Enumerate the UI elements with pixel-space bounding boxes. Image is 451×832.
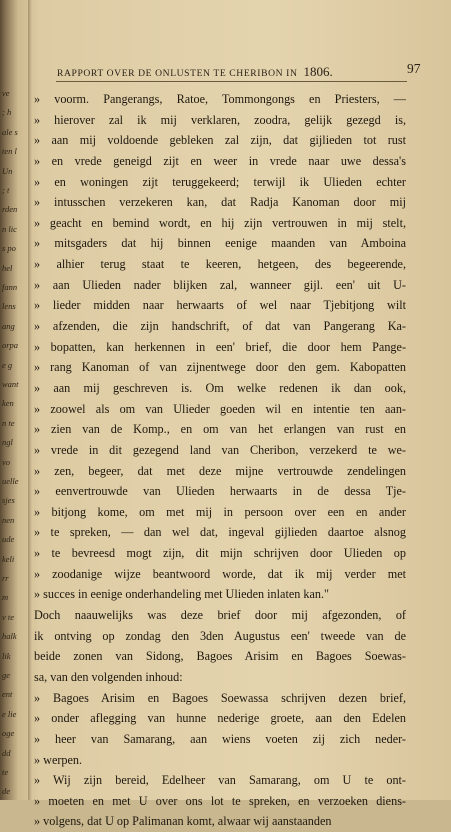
text-line: » te bevreesd mogt zijn, dit mijn schrijven door Ulieden op: [34, 546, 406, 561]
gutter-fragment: rden: [2, 204, 18, 215]
text-line: » hierover zal ik mij verklaren, zoodra, gelijk gezegd is,: [34, 112, 406, 127]
text-line: Doch naauwelijks was deze brief door mij afgezonden, of: [34, 608, 406, 623]
text-line: » lieder midden naar herwaarts of wel naar Tjebitjong wilt: [34, 298, 406, 313]
gutter-fragment: want: [2, 379, 19, 389]
gutter-fragment: n lic: [2, 223, 17, 234]
text-line: » heer van Samarang, aan wiens voeten zij zich neder-: [34, 731, 406, 746]
gutter-fragment: uelle: [2, 476, 19, 486]
page-number: 97: [407, 61, 421, 76]
text-line: » volgens, dat U op Palimanan komt, alwaar wij aanstaanden: [34, 814, 332, 829]
running-title: RAPPORT OVER DE ONLUSTEN TE CHERIBON IN: [57, 68, 298, 79]
text-line: » intusschen verzekeren kan, dat Radja Kanoman door mij: [34, 195, 406, 210]
gutter-fragment: ngl: [2, 437, 13, 448]
facing-page-gutter: [0, 0, 30, 800]
gutter-fragment: ; t: [2, 185, 10, 195]
gutter-fragment: te: [2, 767, 9, 777]
text-line: » en vrede geneigd zijt en weer in vrede naar uwe dessa's: [34, 153, 406, 168]
header-year: 1806.: [303, 64, 333, 79]
gutter-fragment: ; h: [2, 107, 12, 118]
gutter-fragment: halk: [2, 631, 17, 642]
gutter-fragment: oge: [2, 728, 15, 739]
gutter-fragment: hel: [2, 262, 13, 273]
gutter-fragment: ent: [2, 689, 13, 700]
text-line: » rang Kanoman of van zijnentwege door den gem. Kabopatten: [34, 360, 406, 375]
gutter-fragment: ude: [2, 534, 15, 545]
gutter-fragment: rr: [2, 573, 9, 583]
gutter-fragment: e lie: [2, 708, 17, 719]
gutter-fragment: keli: [2, 553, 15, 564]
gutter-fragment: lik: [2, 650, 11, 661]
text-line: » onder aflegging van hunne nederige groete, aan den Edelen: [34, 711, 406, 726]
text-line: » te spreken, — dan wel dat, ingeval gijlieden daartoe alsnog: [34, 525, 406, 540]
running-header: [57, 64, 377, 80]
gutter-fragment: fann: [2, 282, 18, 292]
gutter-fragment: ve: [2, 88, 10, 98]
gutter-fragment: orpa: [2, 340, 19, 351]
text-line: ik ontving op zondag den 3den Augustus een' tweede van de: [34, 628, 406, 643]
page-fold-shadow: [28, 0, 32, 800]
gutter-fragment: ale s: [2, 126, 18, 137]
text-line: » mitsgaders dat hij binnen eenige maanden van Amboina: [34, 236, 406, 251]
gutter-fragment: sjes: [2, 495, 15, 506]
text-line: » zoowel als om van Ulieder goeden wil en intentie ten aan-: [34, 401, 406, 416]
text-line: » aan mij voldoende gebleken zal zijn, dat gijlieden tot rust: [34, 133, 406, 148]
text-line: » succes in eenige onderhandeling met Ulieden inlaten kan.": [34, 587, 330, 602]
gutter-fragment: dd: [2, 747, 11, 758]
gutter-fragment: Un: [2, 165, 13, 176]
gutter-fragment: ge: [2, 670, 11, 680]
body-text: [34, 89, 406, 832]
header-rule: [56, 81, 407, 82]
text-line: » Wij zijn bereid, Edelheer van Samarang, om U te ont-: [34, 773, 406, 788]
text-line: beide zonen van Sidong, Bagoes Arisim en Bagoes Soewas-: [34, 649, 406, 664]
gutter-fragment: ten l: [2, 146, 17, 157]
gutter-fragment: de: [2, 786, 11, 797]
text-line: » bopatten, kan herkennen in een' brief, die door hem Pange-: [34, 339, 406, 354]
text-line: » zen, begeer, dat met deze mijne vertrouwde zendelingen: [34, 463, 406, 478]
text-line: » aan mij geschreven is. Om welke redenen ik dan ook,: [34, 380, 406, 395]
text-line: » afzenden, die zijn handschrift, of dat van Pangerang Ka-: [34, 319, 406, 334]
text-line: » aan Ulieden nader blijken zal, wanneer gijl. een' uit U-: [34, 277, 406, 292]
gutter-fragment: ang: [2, 320, 15, 331]
text-line: sa, van den volgenden inhoud:: [34, 669, 183, 684]
text-line: » zien van de Komp., en om van het erlangen van rust en: [34, 422, 406, 437]
gutter-fragment: e g: [2, 359, 13, 370]
text-line: » werpen.: [34, 752, 83, 767]
text-line: » bitjong kome, om met mij in persoon over een en ander: [34, 504, 406, 519]
gutter-fragment: ken: [2, 398, 14, 409]
text-line: » voorm. Pangerangs, Ratoe, Tommongongs en Priesters, —: [34, 92, 406, 106]
gutter-fragment: lens: [2, 301, 16, 312]
text-line: » Bagoes Arisim en Bagoes Soewassa schrijven dezen brief,: [34, 690, 406, 705]
text-line: » en woningen zijt teruggekeerd; terwijl ik Ulieden echter: [34, 174, 406, 189]
gutter-fragment: vo: [2, 456, 11, 467]
text-line: » moeten en met U over ons lot te spreken, en verzoeken diens-: [34, 793, 406, 808]
gutter-fragment: n te: [2, 417, 15, 428]
text-line: » alhier terug staat te keeren, hetgeen, des begeerende,: [34, 257, 406, 272]
gutter-fragment: m: [2, 592, 9, 603]
text-line: » vrede in dit gezegend land van Cheribon, verzekerd te we-: [34, 442, 406, 457]
gutter-fragment: nen: [2, 514, 15, 525]
gutter-fragment: s po: [2, 243, 16, 254]
text-line: » geacht en bemind wordt, en hij zijn vertrouwen in mij stelt,: [34, 215, 406, 230]
text-line: » eenvertrouwde van Ulieden herwaarts in de dessa Tje-: [34, 484, 406, 499]
gutter-fragment: v te: [2, 611, 15, 622]
text-line: » zoodanige wijze beantwoord worde, dat ik mij verder met: [34, 566, 406, 581]
